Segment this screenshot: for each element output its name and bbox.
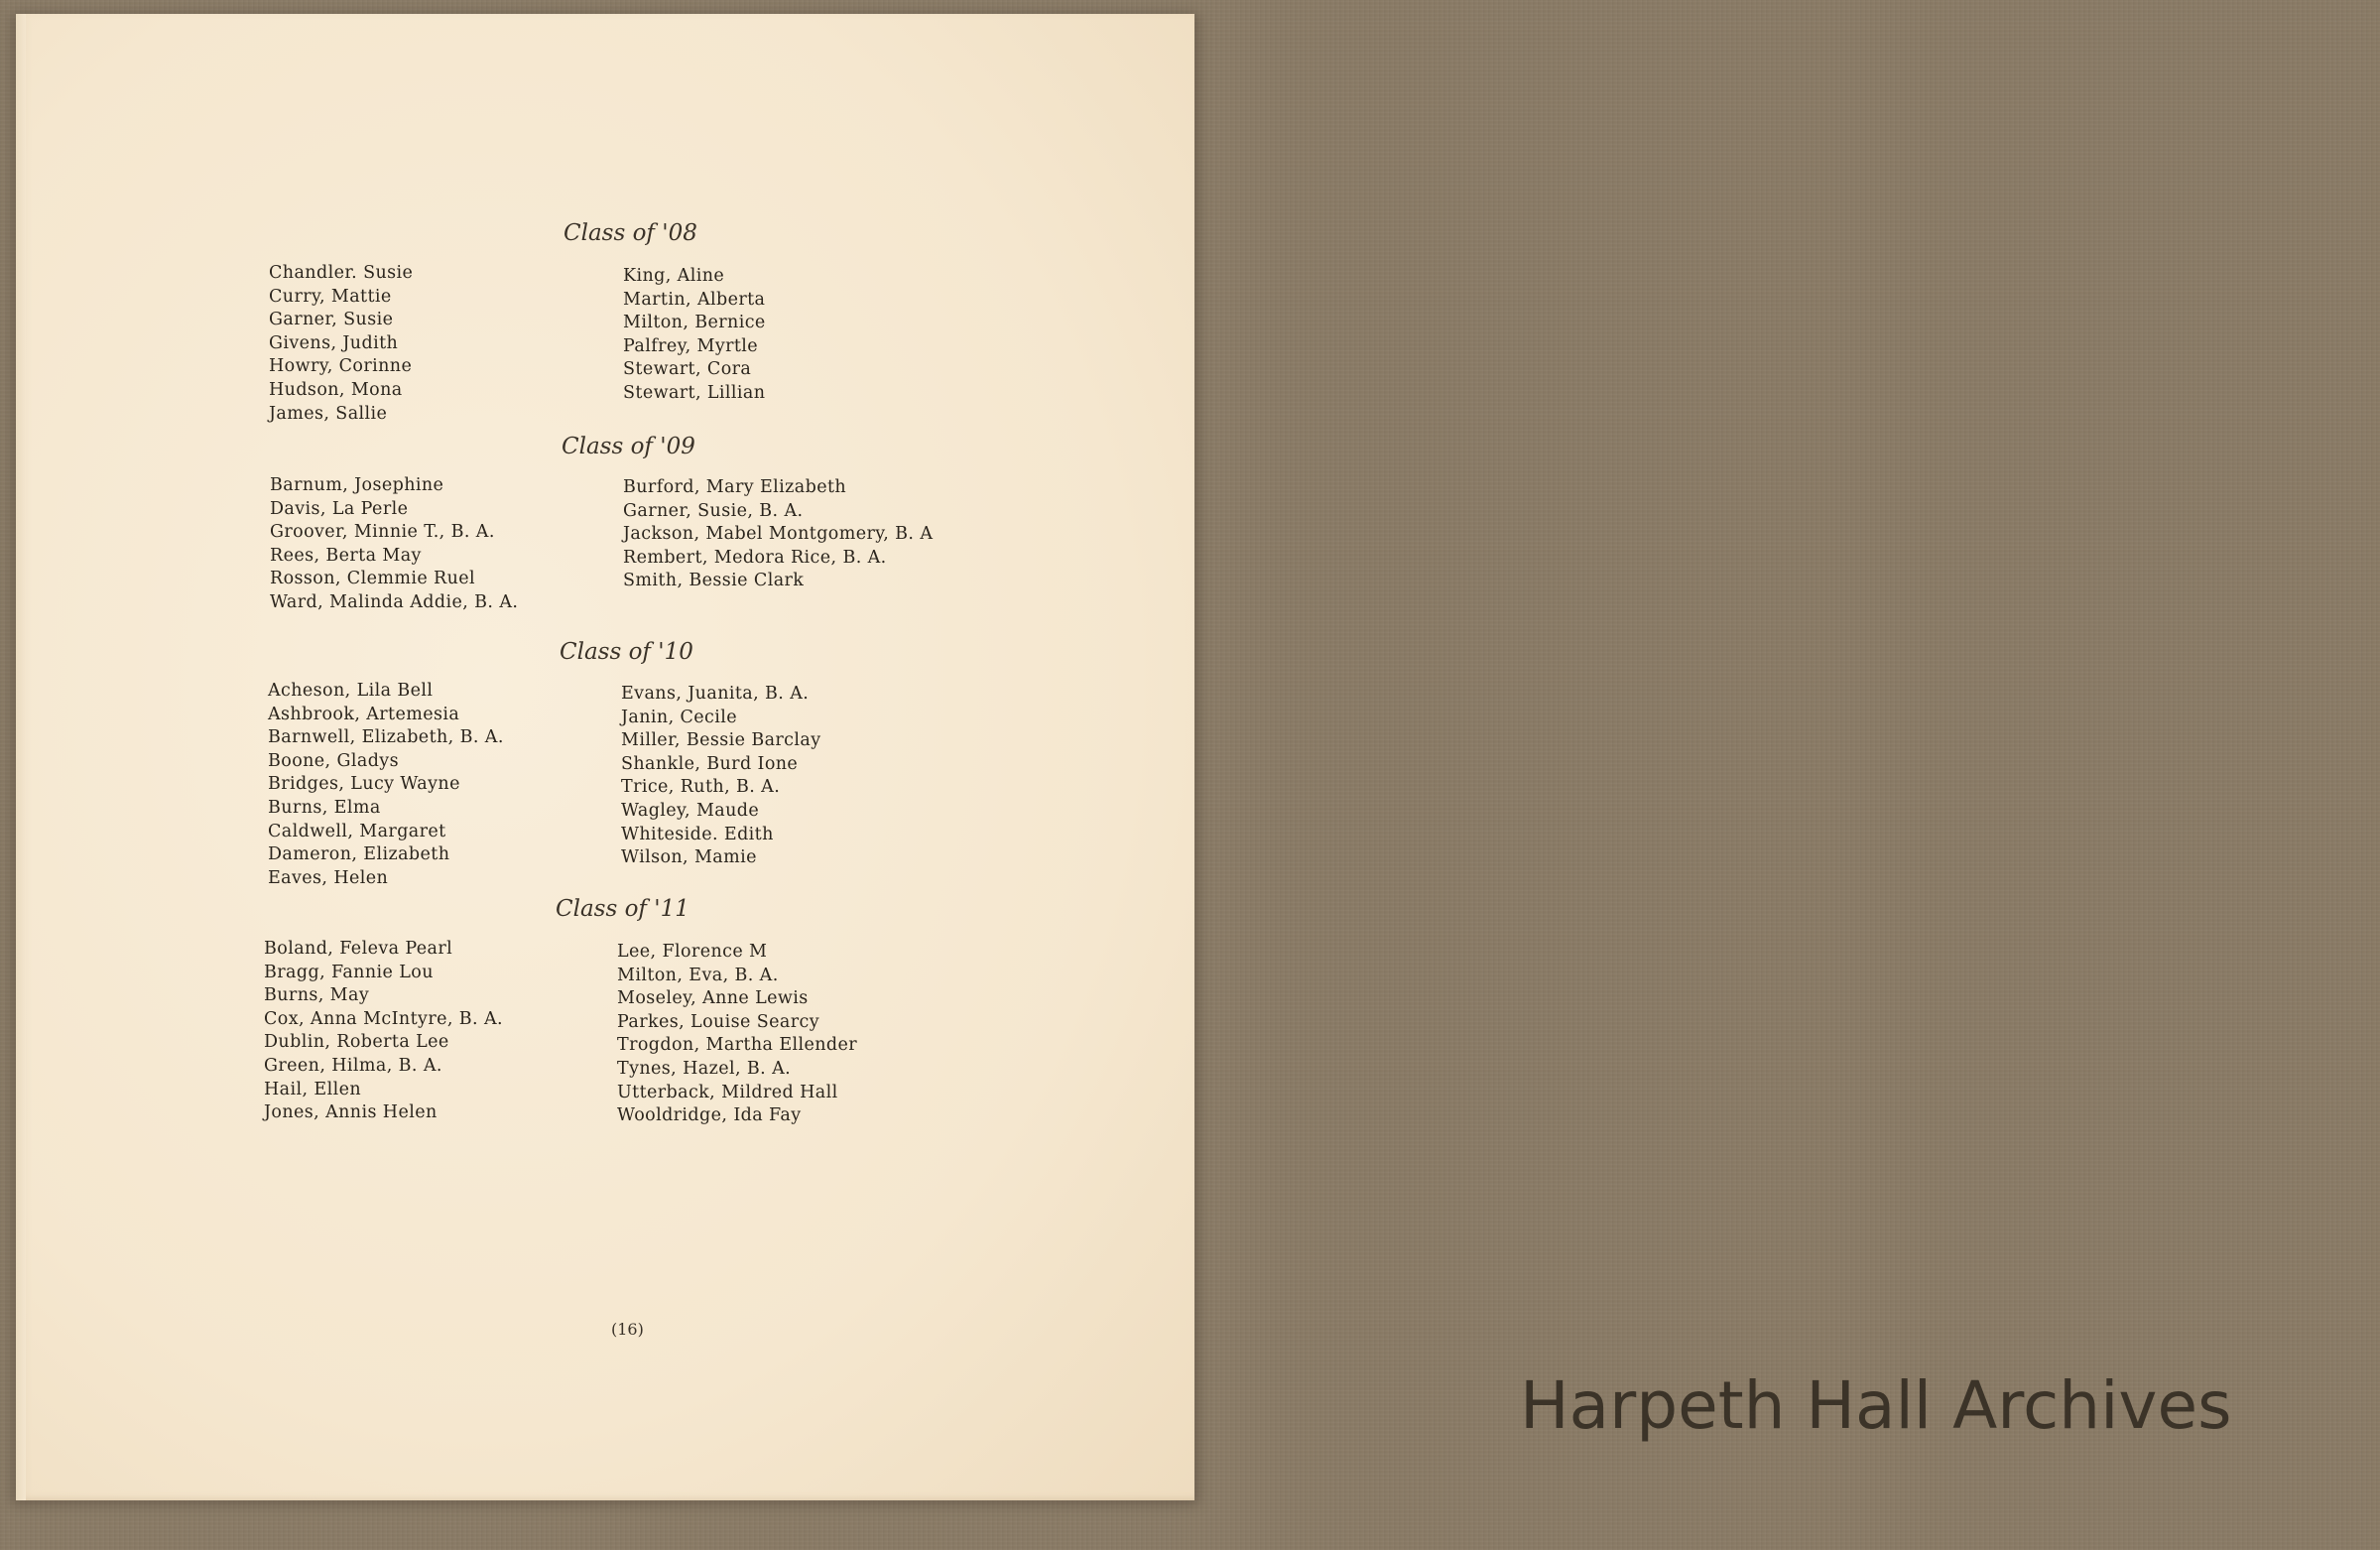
name-entry: Givens, Judith (269, 332, 399, 353)
name-entry: Burns, Elma (268, 797, 381, 818)
name-entry: Groover, Minnie T., B. A. (270, 522, 495, 543)
name-entry: Garner, Susie, B. A. (623, 500, 804, 521)
name-list-class-10-right (621, 683, 821, 870)
name-entry: Acheson, Lila Bell (268, 681, 434, 701)
name-entry: Lee, Florence M (617, 942, 768, 962)
name-entry: Smith, Bessie Clark (623, 571, 805, 591)
name-entry: Hail, Ellen (264, 1079, 362, 1099)
name-entry: Janin, Cecile (621, 707, 738, 727)
name-entry: Stewart, Lillian (623, 382, 766, 403)
name-entry: Ward, Malinda Addie, B. A. (270, 591, 519, 612)
name-entry: Hudson, Mona (269, 379, 403, 400)
name-entry: Caldwell, Margaret (268, 821, 446, 841)
name-entry: Rembert, Medora Rice, B. A. (623, 547, 887, 568)
name-entry: Boland, Feleva Pearl (264, 939, 453, 959)
name-entry: Dameron, Elizabeth (268, 844, 450, 865)
name-list-class-08-left (269, 262, 413, 426)
name-entry: Palfrey, Myrtle (623, 335, 759, 356)
name-entry: Parkes, Louise Searcy (617, 1011, 820, 1032)
name-entry: King, Aline (623, 266, 725, 286)
name-entry: Stewart, Cora (623, 359, 752, 380)
name-entry: Tynes, Hazel, B. A. (617, 1058, 792, 1079)
name-entry: Barnwell, Elizabeth, B. A. (268, 727, 504, 748)
name-entry: Jackson, Mabel Montgomery, B. A (623, 524, 934, 545)
name-entry: Whiteside. Edith (621, 824, 774, 844)
name-entry: Shankle, Burd Ione (621, 753, 799, 774)
name-entry: Milton, Bernice (623, 313, 766, 333)
name-entry: Davis, La Perle (270, 498, 409, 519)
section-heading-class-09: Class of '09 (562, 434, 695, 459)
name-entry: Howry, Corinne (269, 356, 413, 377)
name-entry: Dublin, Roberta Lee (264, 1032, 449, 1053)
name-entry: Curry, Mattie (269, 286, 392, 307)
name-list-class-09-right (623, 476, 933, 593)
name-entry: Cox, Anna McIntyre, B. A. (264, 1008, 503, 1029)
name-entry: Rees, Berta May (270, 545, 422, 566)
page-number: (16) (611, 1320, 644, 1339)
name-entry: Wagley, Maude (621, 800, 760, 821)
section-heading-class-11: Class of '11 (556, 896, 689, 922)
document-page (16, 14, 1194, 1500)
name-entry: Bridges, Lucy Wayne (268, 774, 460, 795)
name-entry: Boone, Gladys (268, 750, 399, 771)
name-entry: Moseley, Anne Lewis (617, 988, 809, 1009)
name-entry: Evans, Juanita, B. A. (621, 684, 810, 704)
name-entry: Green, Hilma, B. A. (264, 1055, 442, 1076)
name-entry: Garner, Susie (269, 310, 394, 330)
section-heading-class-08: Class of '08 (564, 220, 697, 246)
name-entry: Barnum, Josephine (270, 475, 444, 495)
name-entry: James, Sallie (269, 403, 388, 424)
name-entry: Miller, Bessie Barclay (621, 730, 821, 751)
name-entry: Utterback, Mildred Hall (617, 1082, 838, 1102)
name-entry: Burford, Mary Elizabeth (623, 477, 847, 497)
name-list-class-11-left (264, 938, 503, 1125)
name-entry: Milton, Eva, B. A. (617, 965, 779, 985)
name-entry: Ashbrook, Artemesia (268, 704, 460, 724)
name-entry: Trogdon, Martha Ellender (617, 1035, 858, 1056)
section-heading-class-10: Class of '10 (560, 639, 693, 665)
name-list-class-10-left (268, 680, 504, 890)
name-list-class-11-right (617, 941, 857, 1128)
name-entry: Rosson, Clemmie Ruel (270, 569, 476, 589)
name-entry: Wilson, Mamie (621, 847, 757, 868)
name-list-class-09-left (270, 474, 518, 615)
name-entry: Wooldridge, Ida Fay (617, 1105, 802, 1126)
name-entry: Trice, Ruth, B. A. (621, 777, 781, 798)
name-entry: Burns, May (264, 985, 370, 1006)
page-deckle-edge (16, 14, 26, 1500)
name-list-class-08-right (623, 265, 766, 406)
name-entry: Martin, Alberta (623, 289, 766, 310)
name-entry: Eaves, Helen (268, 867, 389, 888)
name-entry: Jones, Annis Helen (264, 1102, 438, 1123)
name-entry: Chandler. Susie (269, 263, 414, 283)
name-entry: Bragg, Fannie Lou (264, 962, 434, 982)
archive-watermark: Harpeth Hall Archives (1520, 1367, 2232, 1444)
